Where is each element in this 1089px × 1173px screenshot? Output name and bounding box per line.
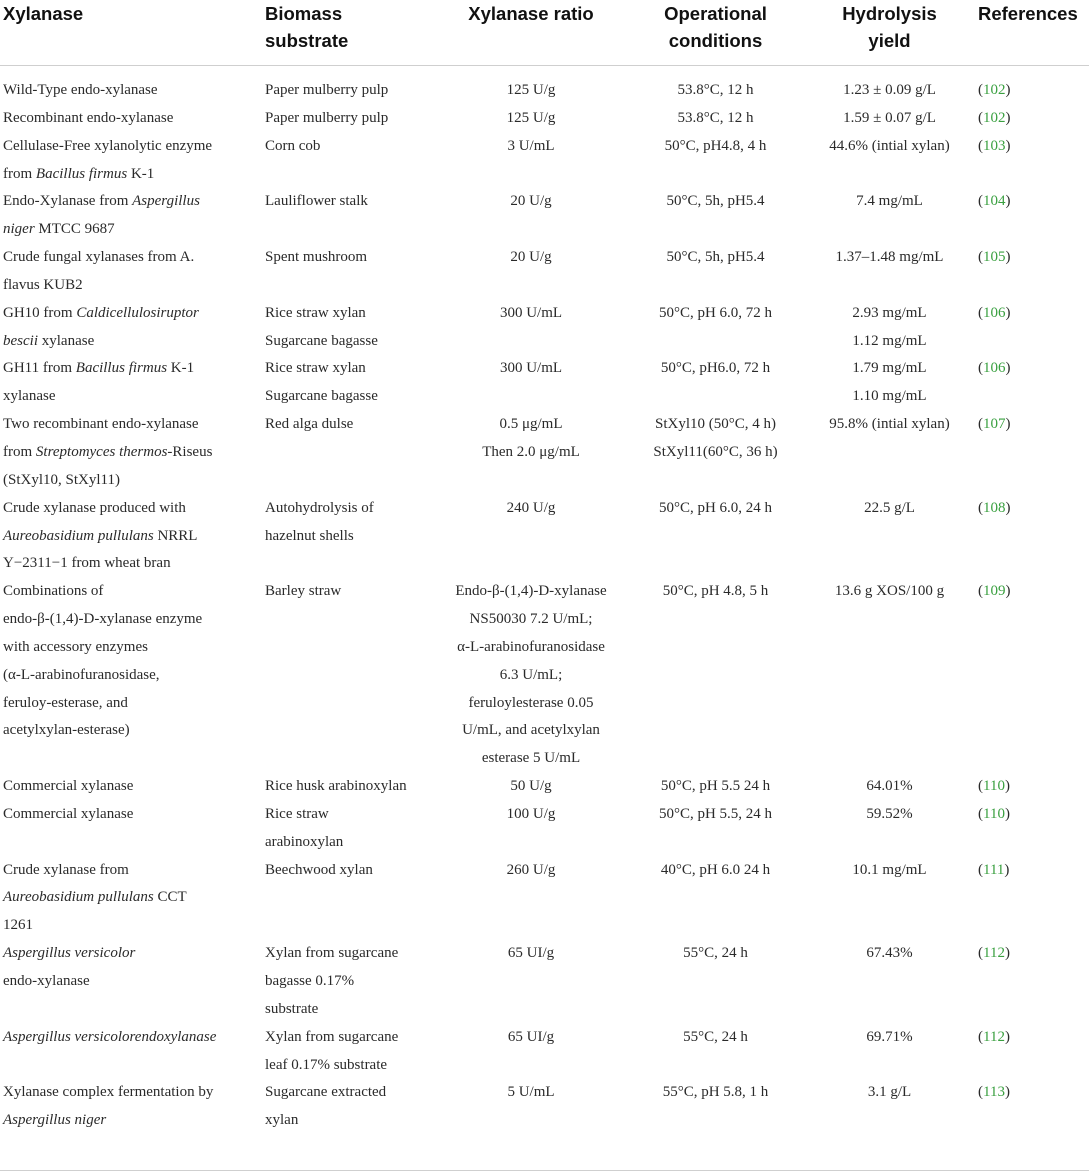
reference-open-paren: ( <box>978 137 983 154</box>
ratio-cell <box>437 801 625 857</box>
header-xylanase-ratio <box>437 0 625 66</box>
xylanase-cell-line: 1261 <box>3 917 33 934</box>
ratio-cell-line: 20 U/g <box>510 193 552 210</box>
header-hydrolysis-yield <box>806 0 973 66</box>
conditions-cell <box>625 495 806 579</box>
xylanase-cell <box>0 105 265 133</box>
table-row <box>0 857 1089 941</box>
conditions-cell <box>625 300 806 356</box>
reference-cell <box>973 133 1089 189</box>
table-bottom-rule <box>0 1170 1089 1171</box>
reference-close-paren: ) <box>1005 583 1011 600</box>
ratio-cell <box>437 857 625 941</box>
reference-link[interactable]: 104 <box>983 193 1006 210</box>
conditions-cell <box>625 355 806 411</box>
substrate-cell <box>265 1024 437 1080</box>
substrate-cell <box>265 1079 437 1135</box>
reference-close-paren: ) <box>1004 805 1010 822</box>
substrate-cell-line: Xylan from sugarcane <box>265 1028 399 1045</box>
yield-cell-line: 64.01% <box>866 778 913 795</box>
xylanase-cell-line: Y−2311−1 from wheat bran <box>3 555 171 572</box>
conditions-cell-line: 50°C, pH 4.8, 5 h <box>662 583 769 600</box>
reference-close-paren: ) <box>1005 360 1011 377</box>
reference-cell <box>973 300 1089 356</box>
conditions-cell-line: 55°C, 24 h <box>683 945 748 962</box>
xylanase-cell-line: Two recombinant endo-xylanase <box>3 416 199 433</box>
substrate-cell-line: Rice husk arabinoxylan <box>265 778 407 795</box>
header-xylanase <box>0 0 265 66</box>
xylanase-cell-line: xylanase <box>3 388 56 405</box>
conditions-cell-line: 53.8°C, 12 h <box>677 109 754 126</box>
table-row <box>0 1024 1089 1080</box>
reference-open-paren: ( <box>978 805 983 822</box>
reference-link[interactable]: 113 <box>983 1084 1005 1101</box>
xylanase-cell <box>0 578 265 773</box>
header-xylanase-label: Xylanase <box>3 3 84 24</box>
xylanase-cell-line: Cellulase-Free xylanolytic enzyme <box>3 137 213 154</box>
substrate-cell-line: Sugarcane extracted <box>265 1084 387 1101</box>
reference-close-paren: ) <box>1005 82 1011 98</box>
reference-cell <box>973 411 1089 495</box>
xylanase-cell <box>0 244 265 300</box>
yield-cell <box>806 411 973 495</box>
ratio-cell <box>437 1079 625 1135</box>
ratio-cell-line: U/mL, and acetylxylan <box>462 722 600 739</box>
table-row <box>0 495 1089 579</box>
conditions-cell-line: 50°C, pH 5.5 24 h <box>660 778 771 795</box>
ratio-cell-line: 240 U/g <box>506 499 556 516</box>
ratio-cell-line: 65 UI/g <box>507 1028 555 1045</box>
reference-cell <box>973 578 1089 773</box>
reference-link[interactable]: 106 <box>983 360 1006 377</box>
reference-link[interactable]: 112 <box>983 945 1005 962</box>
substrate-cell-line: Rice straw xylan <box>265 304 366 321</box>
ratio-cell <box>437 188 625 244</box>
reference-cell <box>973 857 1089 941</box>
xylanase-cell-line: Aspergillus niger <box>3 1112 107 1129</box>
xylanase-cell <box>0 411 265 495</box>
ratio-cell <box>437 1024 625 1080</box>
xylanase-cell-line: flavus KUB2 <box>3 276 83 293</box>
reference-cell <box>973 801 1089 857</box>
xylanase-cell-line: Aspergillus versicolorendoxylanase <box>3 1028 217 1045</box>
yield-cell <box>806 578 973 773</box>
ratio-cell <box>437 244 625 300</box>
reference-close-paren: ) <box>1004 1084 1010 1101</box>
conditions-cell <box>625 940 806 1024</box>
substrate-cell-line: Paper mulberry pulp <box>265 82 389 98</box>
yield-cell-line: 1.37–1.48 mg/mL <box>835 249 944 266</box>
conditions-cell <box>625 1079 806 1135</box>
ratio-cell-line: 125 U/g <box>506 109 556 126</box>
reference-open-paren: ( <box>978 360 983 377</box>
reference-link[interactable]: 105 <box>983 249 1006 266</box>
yield-cell <box>806 105 973 133</box>
ratio-cell <box>437 105 625 133</box>
xylanase-cell-line: Aureobasidium pullulans CCT <box>3 889 187 906</box>
conditions-cell <box>625 133 806 189</box>
table-row <box>0 773 1089 801</box>
conditions-cell <box>625 411 806 495</box>
reference-cell <box>973 773 1089 801</box>
yield-cell <box>806 300 973 356</box>
substrate-cell-line: Rice straw <box>265 805 329 822</box>
reference-close-paren: ) <box>1005 249 1011 266</box>
header-operational-label-2: conditions <box>668 30 763 51</box>
conditions-cell-line: 50°C, 5h, pH5.4 <box>666 249 765 266</box>
yield-cell <box>806 66 973 105</box>
header-ratio-label: Xylanase ratio <box>468 3 594 24</box>
conditions-cell <box>625 801 806 857</box>
yield-cell <box>806 1079 973 1135</box>
substrate-cell-line: Sugarcane bagasse <box>265 388 378 405</box>
conditions-cell-line: 50°C, pH4.8, 4 h <box>664 137 767 154</box>
conditions-cell-line: 50°C, pH 6.0, 72 h <box>658 304 773 321</box>
yield-cell <box>806 801 973 857</box>
reference-link[interactable]: 109 <box>983 583 1006 600</box>
substrate-cell-line: Spent mushroom <box>265 249 368 266</box>
xylanase-cell-line: Commercial xylanase <box>3 805 134 822</box>
table-row <box>0 188 1089 244</box>
substrate-cell <box>265 355 437 411</box>
ratio-cell-line: 6.3 U/mL; <box>499 666 563 683</box>
conditions-cell <box>625 105 806 133</box>
yield-cell-line: 1.10 mg/mL <box>852 388 927 405</box>
conditions-cell <box>625 1024 806 1080</box>
conditions-cell <box>625 66 806 105</box>
reference-cell <box>973 1024 1089 1080</box>
conditions-cell-line: 40°C, pH 6.0 24 h <box>660 861 771 878</box>
header-biomass-label-1: Biomass <box>265 3 343 24</box>
xylanase-cell-line: Commercial xylanase <box>3 778 134 795</box>
substrate-cell-line: Xylan from sugarcane <box>265 945 399 962</box>
conditions-cell <box>625 857 806 941</box>
xylanase-cell-line: Recombinant endo-xylanase <box>3 109 174 126</box>
reference-cell <box>973 244 1089 300</box>
ratio-cell-line: 300 U/mL <box>499 304 563 321</box>
reference-cell <box>973 66 1089 105</box>
header-hydrolysis-label-1: Hydrolysis <box>842 3 937 24</box>
conditions-cell-line: 50°C, pH6.0, 72 h <box>660 360 771 377</box>
reference-link[interactable]: 112 <box>983 1028 1005 1045</box>
reference-close-paren: ) <box>1005 137 1011 154</box>
substrate-cell-line: Beechwood xylan <box>265 861 373 878</box>
yield-cell-line: 10.1 mg/mL <box>852 861 927 878</box>
substrate-cell-line: arabinoxylan <box>265 833 344 850</box>
conditions-cell-line: StXyl11(60°C, 36 h) <box>653 443 778 460</box>
xylanase-cell-line: Crude xylanase from <box>3 861 129 878</box>
xylanase-cell-line: with accessory enzymes <box>3 638 148 655</box>
yield-cell-line: 1.59 ± 0.07 g/L <box>843 109 936 126</box>
substrate-cell <box>265 66 437 105</box>
reference-close-paren: ) <box>1004 1028 1010 1045</box>
reference-open-paren: ( <box>978 945 983 962</box>
conditions-cell <box>625 578 806 773</box>
yield-cell-line: 59.52% <box>866 805 913 822</box>
xylanase-cell-line: acetylxylan-esterase) <box>3 722 130 739</box>
xylanase-cell <box>0 940 265 1024</box>
yield-cell <box>806 244 973 300</box>
substrate-cell-line: Rice straw xylan <box>265 360 366 377</box>
reference-link[interactable]: 103 <box>983 137 1006 154</box>
conditions-cell-line: 50°C, pH 6.0, 24 h <box>658 499 773 516</box>
substrate-cell <box>265 300 437 356</box>
substrate-cell-line: substrate <box>265 1000 319 1017</box>
yield-cell <box>806 188 973 244</box>
yield-cell <box>806 773 973 801</box>
substrate-cell-line: Paper mulberry pulp <box>265 109 389 126</box>
header-row <box>0 0 1089 66</box>
reference-cell <box>973 1079 1089 1135</box>
substrate-cell <box>265 940 437 1024</box>
reference-close-paren: ) <box>1005 193 1011 210</box>
substrate-cell <box>265 105 437 133</box>
reference-cell <box>973 188 1089 244</box>
reference-cell <box>973 355 1089 411</box>
table-row <box>0 244 1089 300</box>
ratio-cell-line: α-L-arabinofuranosidase <box>457 638 605 655</box>
ratio-cell-line: 260 U/g <box>506 861 556 878</box>
substrate-cell <box>265 133 437 189</box>
reference-open-paren: ( <box>978 249 983 266</box>
xylanase-cell-line: Crude fungal xylanases from A. <box>3 249 195 266</box>
reference-link[interactable]: 110 <box>983 805 1005 822</box>
substrate-cell <box>265 773 437 801</box>
reference-link[interactable]: 106 <box>983 304 1006 321</box>
ratio-cell-line: 50 U/g <box>510 778 552 795</box>
yield-cell-line: 95.8% (intial xylan) <box>829 416 950 433</box>
ratio-cell-line: 0.5 μg/mL <box>499 416 563 433</box>
substrate-cell <box>265 857 437 941</box>
header-references <box>973 0 1089 66</box>
yield-cell-line: 67.43% <box>866 945 913 962</box>
xylanase-cell <box>0 495 265 579</box>
reference-open-paren: ( <box>978 193 983 210</box>
ratio-cell <box>437 66 625 105</box>
ratio-cell-line: NS50030 7.2 U/mL; <box>469 611 593 628</box>
xylanase-cell <box>0 300 265 356</box>
substrate-cell-line: Autohydrolysis of <box>265 499 374 516</box>
table-row <box>0 133 1089 189</box>
table-row <box>0 105 1089 133</box>
xylanase-cell-line: Aspergillus versicolor <box>3 945 136 962</box>
reference-cell <box>973 105 1089 133</box>
table-body <box>0 66 1089 1136</box>
reference-close-paren: ) <box>1005 499 1011 516</box>
table-row <box>0 411 1089 495</box>
ratio-cell-line: 125 U/g <box>506 82 556 98</box>
reference-link[interactable]: 108 <box>983 499 1006 516</box>
xylanase-cell <box>0 1024 265 1080</box>
xylanase-cell-line: Xylanase complex fermentation by <box>3 1084 214 1101</box>
reference-open-paren: ( <box>978 861 983 878</box>
ratio-cell <box>437 133 625 189</box>
yield-cell <box>806 133 973 189</box>
ratio-cell-line: 100 U/g <box>506 805 556 822</box>
conditions-cell-line: 50°C, pH 5.5, 24 h <box>658 805 773 822</box>
yield-cell <box>806 940 973 1024</box>
reference-link[interactable]: 102 <box>983 82 1006 98</box>
substrate-cell <box>265 188 437 244</box>
conditions-cell <box>625 773 806 801</box>
ratio-cell <box>437 495 625 579</box>
ratio-cell <box>437 300 625 356</box>
reference-open-paren: ( <box>978 304 983 321</box>
ratio-cell-line: 3 U/mL <box>507 137 555 154</box>
xylanase-cell-line: Endo-Xylanase from Aspergillus <box>3 193 200 210</box>
xylanase-cell-line: Aureobasidium pullulans NRRL <box>3 527 198 544</box>
xylanase-cell <box>0 188 265 244</box>
reference-open-paren: ( <box>978 109 983 126</box>
yield-cell <box>806 857 973 941</box>
xylanase-cell-line: niger MTCC 9687 <box>3 221 115 238</box>
substrate-cell <box>265 495 437 579</box>
xylanase-cell-line: (α-L-arabinofuranosidase, <box>3 666 160 683</box>
reference-cell <box>973 495 1089 579</box>
header-operational-label-1: Operational <box>664 3 767 24</box>
substrate-cell <box>265 801 437 857</box>
yield-cell-line: 1.12 mg/mL <box>852 332 927 349</box>
xylanase-cell-line: endo-β-(1,4)-D-xylanase enzyme <box>3 611 203 628</box>
table-row <box>0 66 1089 105</box>
ratio-cell-line: 300 U/mL <box>499 360 563 377</box>
xylanase-cell <box>0 133 265 189</box>
yield-cell-line: 2.93 mg/mL <box>852 304 927 321</box>
substrate-cell-line: Lauliflower stalk <box>265 193 368 210</box>
xylanase-cell-line: GH10 from Caldicellulosiruptor <box>3 304 199 321</box>
ratio-cell <box>437 411 625 495</box>
yield-cell <box>806 495 973 579</box>
xylanase-cell <box>0 801 265 857</box>
xylanase-cell-line: (StXyl10, StXyl11) <box>3 471 120 488</box>
conditions-cell-line: 55°C, 24 h <box>683 1028 748 1045</box>
table-row <box>0 578 1089 773</box>
conditions-cell-line: StXyl10 (50°C, 4 h) <box>654 416 776 433</box>
reference-open-paren: ( <box>978 82 983 98</box>
ratio-cell-line: feruloylesterase 0.05 <box>468 694 594 711</box>
substrate-cell-line: bagasse 0.17% <box>265 973 355 989</box>
reference-open-paren: ( <box>978 1028 983 1045</box>
conditions-cell <box>625 188 806 244</box>
reference-close-paren: ) <box>1004 861 1010 878</box>
xylanase-cell-line: GH11 from Bacillus firmus K-1 <box>3 360 195 377</box>
xylanase-cell <box>0 355 265 411</box>
substrate-cell <box>265 411 437 495</box>
substrate-cell <box>265 578 437 773</box>
yield-cell-line: 1.23 ± 0.09 g/L <box>843 82 936 98</box>
substrate-cell-line: Barley straw <box>265 583 342 600</box>
yield-cell-line: 69.71% <box>866 1028 913 1045</box>
table-row <box>0 355 1089 411</box>
reference-close-paren: ) <box>1004 945 1010 962</box>
reference-close-paren: ) <box>1005 416 1011 433</box>
substrate-cell <box>265 244 437 300</box>
conditions-cell-line: 53.8°C, 12 h <box>677 82 754 98</box>
reference-open-paren: ( <box>978 416 983 433</box>
substrate-cell-line: hazelnut shells <box>265 527 354 544</box>
reference-open-paren: ( <box>978 499 983 516</box>
yield-cell <box>806 355 973 411</box>
xylanase-cell-line: Wild-Type endo-xylanase <box>3 82 158 98</box>
reference-open-paren: ( <box>978 583 983 600</box>
ratio-cell <box>437 773 625 801</box>
xylanase-cell-line: from Streptomyces thermos-Riseus <box>3 443 213 460</box>
header-hydrolysis-label-2: yield <box>868 30 911 51</box>
table-row <box>0 801 1089 857</box>
ratio-cell-line: 5 U/mL <box>507 1084 555 1101</box>
conditions-cell-line: 50°C, 5h, pH5.4 <box>666 193 765 210</box>
ratio-cell <box>437 578 625 773</box>
xylanase-cell <box>0 66 265 105</box>
xylanase-cell-line: endo-xylanase <box>3 973 90 989</box>
substrate-cell-line: Corn cob <box>265 137 321 154</box>
xylanase-cell-line: feruloy-esterase, and <box>3 694 128 711</box>
yield-cell-line: 22.5 g/L <box>864 499 915 516</box>
table-row <box>0 940 1089 1024</box>
xylanase-cell-line: bescii xylanase <box>3 332 95 349</box>
reference-close-paren: ) <box>1005 109 1011 126</box>
ratio-cell <box>437 355 625 411</box>
ratio-cell-line: 20 U/g <box>510 249 552 266</box>
conditions-cell <box>625 244 806 300</box>
yield-cell-line: 7.4 mg/mL <box>856 193 923 210</box>
xylanase-cell <box>0 1079 265 1135</box>
xylanase-cell-line: from Bacillus firmus K-1 <box>3 165 155 182</box>
reference-open-paren: ( <box>978 1084 983 1101</box>
reference-link[interactable]: 111 <box>983 861 1005 878</box>
reference-close-paren: ) <box>1004 778 1010 795</box>
xylanase-cell-line: Combinations of <box>3 583 104 600</box>
xylanase-cell <box>0 857 265 941</box>
header-references-label: References <box>978 3 1078 24</box>
substrate-cell-line: Sugarcane bagasse <box>265 332 378 349</box>
yield-cell-line: 44.6% (intial xylan) <box>829 137 950 154</box>
ratio-cell-line: esterase 5 U/mL <box>481 750 581 767</box>
yield-cell-line: 13.6 g XOS/100 g <box>834 583 945 600</box>
xylanase-cell-line: Crude xylanase produced with <box>3 499 186 516</box>
reference-open-paren: ( <box>978 778 983 795</box>
table-row <box>0 1079 1089 1135</box>
substrate-cell-line: xylan <box>265 1112 299 1129</box>
substrate-cell-line: leaf 0.17% substrate <box>265 1056 388 1073</box>
reference-link[interactable]: 102 <box>983 109 1006 126</box>
reference-close-paren: ) <box>1005 304 1011 321</box>
header-biomass-label-2: substrate <box>265 30 349 51</box>
yield-cell-line: 3.1 g/L <box>867 1084 912 1101</box>
conditions-cell-line: 55°C, pH 5.8, 1 h <box>662 1084 769 1101</box>
reference-cell <box>973 940 1089 1024</box>
xylanase-cell <box>0 773 265 801</box>
yield-cell <box>806 1024 973 1080</box>
reference-link[interactable]: 110 <box>983 778 1005 795</box>
ratio-cell <box>437 940 625 1024</box>
table-row <box>0 300 1089 356</box>
ratio-cell-line: Endo-β-(1,4)-D-xylanase <box>455 583 607 600</box>
header-operational-conditions <box>625 0 806 66</box>
header-biomass-substrate <box>265 0 437 66</box>
ratio-cell-line: Then 2.0 μg/mL <box>482 443 580 460</box>
ratio-cell-line: 65 UI/g <box>507 945 555 962</box>
yield-cell-line: 1.79 mg/mL <box>852 360 927 377</box>
reference-link[interactable]: 107 <box>983 416 1006 433</box>
substrate-cell-line: Red alga dulse <box>265 416 354 433</box>
